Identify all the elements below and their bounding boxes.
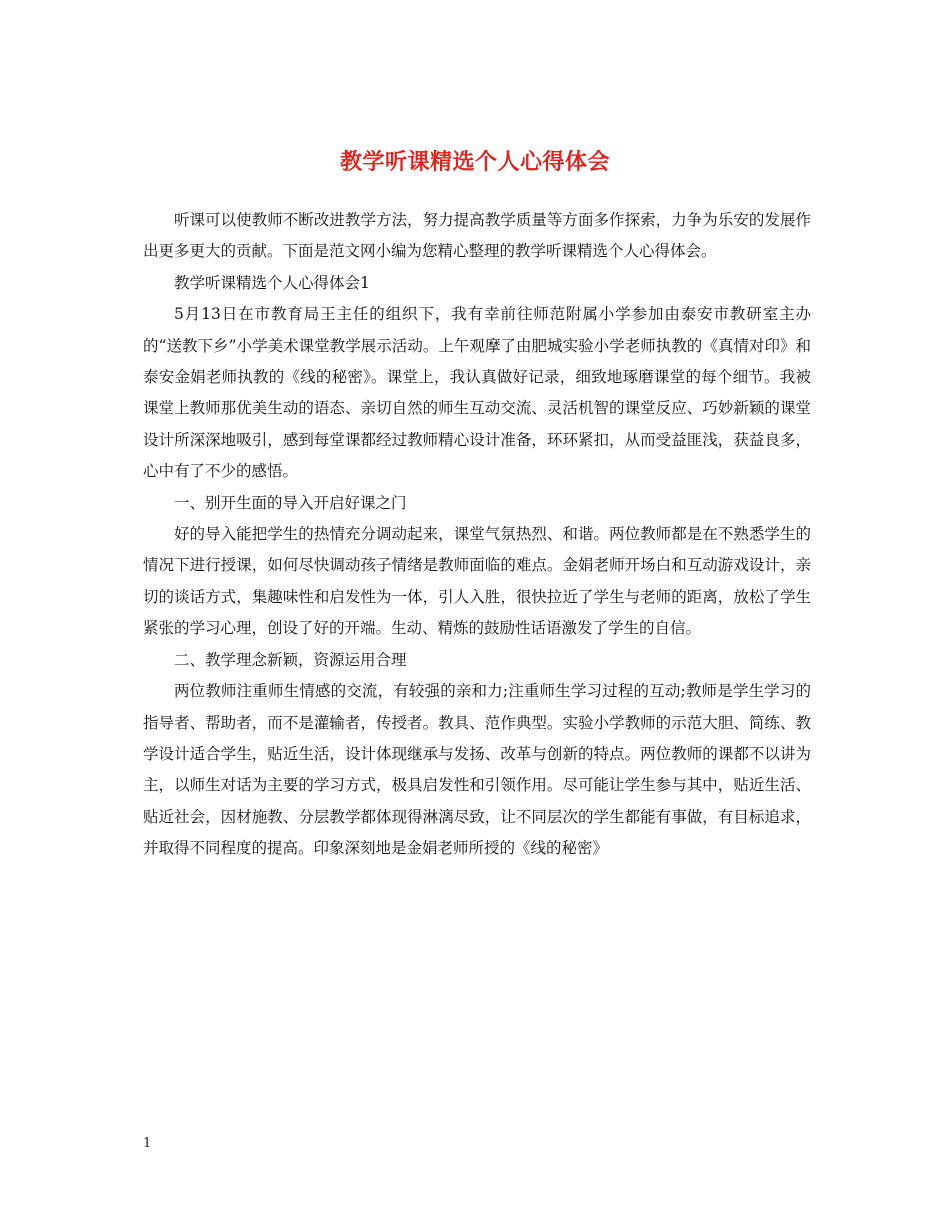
body-paragraph: 两位教师注重师生情感的交流，有较强的亲和力;注重师生学习过程的互动;教师是学生学习的指导者、帮助者，而不是灌输者，传授者。教具、范作典型。实验小学教师的示范大胆、简练、教学设计适合学生，贴近生活，设计体现继承与发扬、改革与创新的特点。两位教师的课都不以讲为主，以师生对话为主要的学习方式，极具启发性和引领作用。尽可能让学生参与其中，贴近生活、贴近社会，因材施教、分层教学都体现得淋漓尽致，让不同层次的学生都能有事做，有目标追求，并取得不同程度的提高。印象深刻地是金娟老师所授的《线的秘密》 bbox=[143, 682, 811, 858]
document-title: 教学听课精选个人心得体会 bbox=[339, 148, 610, 175]
page-number: 1 bbox=[143, 1136, 152, 1151]
document-body bbox=[143, 205, 811, 865]
section-heading-1: 教学听课精选个人心得体会1 bbox=[174, 273, 370, 292]
body-paragraph: 好的导入能把学生的热情充分调动起来，课堂气氛热烈、和谐。两位教师都是在不熟悉学生的情况下进行授课，如何尽快调动孩子情绪是教师面临的难点。金娟老师开场白和互动游戏设计，亲切的谈话方式，集趣味性和启发性为一体，引人入胜，很快拉近了学生与老师的距离，放松了学生紧张的学习心理，创设了好的开端。生动、精炼的鼓励性话语激发了学生的自信。 bbox=[143, 525, 811, 638]
body-paragraph: 5月13日在市教育局王主任的组织下，我有幸前往师范附属小学参加由泰安市教研室主办的“送教下乡”小学美术课堂教学展示活动。上午观摩了由肥城实验小学老师执教的《真情对印》和泰安金娟老师执教的《线的秘密》。课堂上，我认真做好记录，细致地琢磨课堂的每个细节。我被课堂上教师那优美生动的语态、亲切自然的师生互动交流、灵活机智的课堂反应、巧妙新颖的课堂设计所深深地吸引，感到每堂课都经过教师精心设计准备，环环紧扣，从而受益匪浅，获益良多，心中有了不少的感悟。 bbox=[143, 305, 811, 481]
intro-paragraph: 听课可以使教师不断改进教学方法，努力提高教学质量等方面多作探索，力争为乐安的发展作出更多更大的贡献。下面是范文网小编为您精心整理的教学听课精选个人心得体会。 bbox=[143, 211, 811, 261]
subheading-import: 一、别开生面的导入开启好课之门 bbox=[174, 493, 407, 512]
subheading-concept: 二、教学理念新颖，资源运用合理 bbox=[174, 650, 407, 669]
